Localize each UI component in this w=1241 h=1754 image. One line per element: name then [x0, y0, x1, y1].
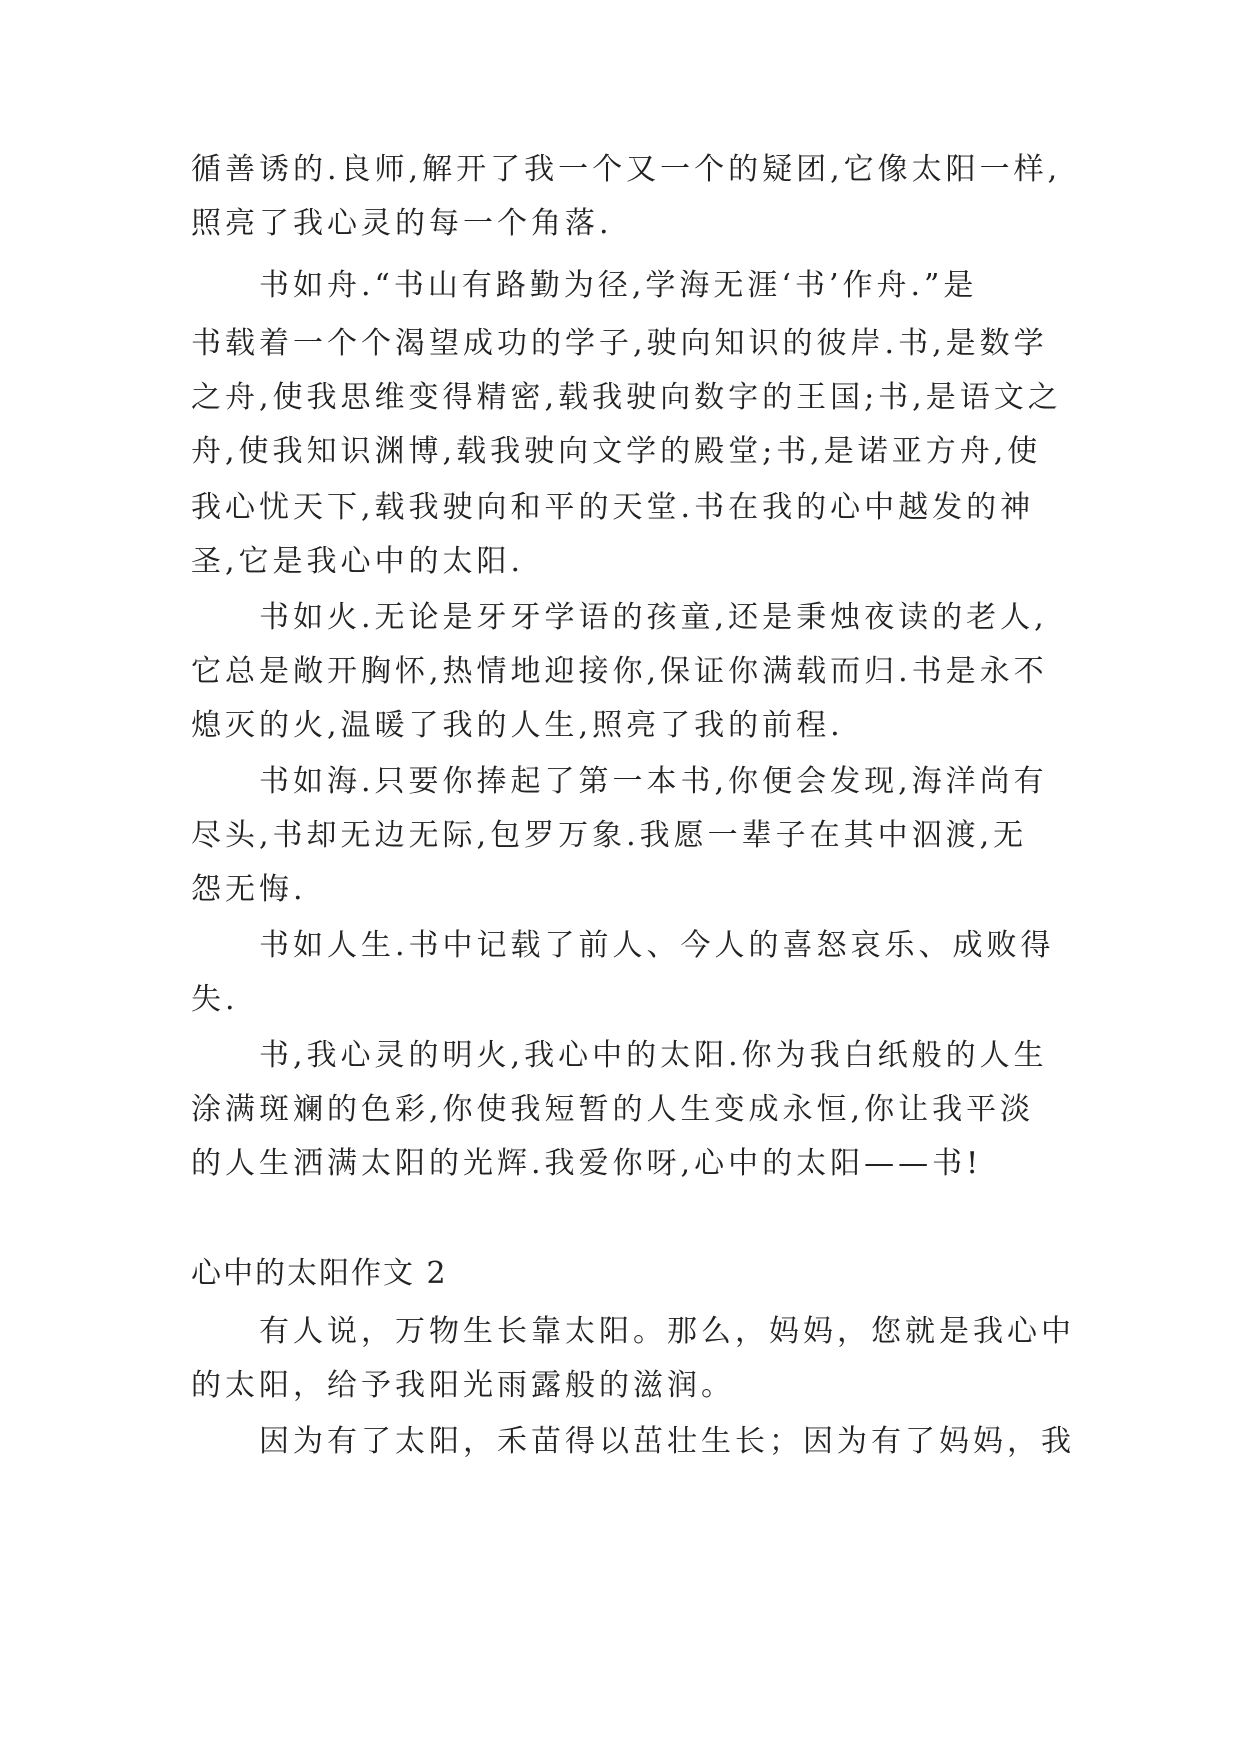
- text-line: 的太阳，给予我阳光雨露般的滋润。: [191, 1368, 735, 1403]
- paragraph-first-line: 因为有了太阳，禾苗得以茁壮生长；因为有了妈妈，我: [259, 1424, 1075, 1459]
- paragraph-first-line: 书如火.无论是牙牙学语的孩童,还是秉烛夜读的老人,: [259, 600, 1048, 635]
- text-line: 舟,使我知识渊博,载我驶向文学的殿堂;书,是诺亚方舟,使: [191, 434, 1042, 469]
- paragraph-first-line: 有人说，万物生长靠太阳。那么，妈妈，您就是我心中: [259, 1314, 1075, 1349]
- paragraph-first-line: 书如海.只要你捧起了第一本书,你便会发现,海洋尚有: [259, 764, 1048, 799]
- text-line: 圣,它是我心中的太阳.: [191, 544, 525, 579]
- text-line: 怨无悔.: [191, 872, 307, 907]
- text-line: 尽头,书却无边无际,包罗万象.我愿一辈子在其中泅渡,无: [191, 818, 1028, 853]
- text-line: 熄灭的火,温暖了我的人生,照亮了我的前程.: [191, 708, 844, 743]
- text-line: 的人生洒满太阳的光辉.我爱你呀,心中的太阳——书!: [191, 1146, 983, 1181]
- section-heading: 心中的太阳作文 2: [191, 1256, 448, 1291]
- paragraph-first-line: 书如人生.书中记载了前人、今人的喜怒哀乐、成败得: [259, 928, 1055, 963]
- text-line: 循善诱的.良师,解开了我一个又一个的疑团,它像太阳一样,: [191, 152, 1062, 187]
- text-line: 书载着一个个渴望成功的学子,驶向知识的彼岸.书,是数学: [191, 326, 1048, 361]
- paragraph-first-line: 书,我心灵的明火,我心中的太阳.你为我白纸般的人生: [259, 1038, 1048, 1073]
- text-line: 涂满斑斓的色彩,你使我短暂的人生变成永恒,你让我平淡: [191, 1092, 1035, 1127]
- text-line: 照亮了我心灵的每一个角落.: [191, 206, 613, 241]
- text-line: 我心忧天下,载我驶向和平的天堂.书在我的心中越发的神: [191, 490, 1035, 525]
- text-line: 它总是敞开胸怀,热情地迎接你,保证你满载而归.书是永不: [191, 654, 1048, 689]
- text-line: 之舟,使我思维变得精密,载我驶向数字的王国;书,是语文之: [191, 380, 1062, 415]
- paragraph-first-line: 书如舟.“书山有路勤为径,学海无涯‘书’作舟.”是: [259, 268, 978, 303]
- text-line: 失.: [191, 982, 239, 1017]
